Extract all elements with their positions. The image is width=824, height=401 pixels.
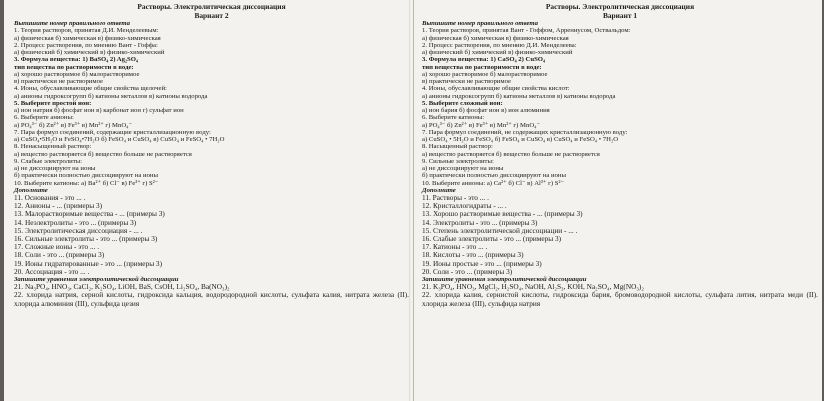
- question-line: 7. Пара формул соединений, не содержащих кристаллизационную воду:: [422, 128, 628, 136]
- question-line: 11. Основания - это ... .: [14, 193, 86, 202]
- question-line: а) физический б) химический в) физико-химический: [14, 49, 165, 56]
- question-line: а) анионы гидроксогрупп б) катионы металлов в) катионы водорода: [14, 92, 208, 100]
- question-line: 8. Насыщенный раствор:: [422, 143, 493, 151]
- question-line: 19. Ионы гидратированные - это ... (примеры 3): [14, 258, 163, 268]
- variant-2-title: Растворы. Электролитическая диссоциация: [137, 2, 286, 11]
- question-line: 5. Выберите сложный ион:: [422, 99, 503, 107]
- question-line: 9. Сильные электролиты:: [422, 157, 494, 165]
- question-line: а) вещество растворяется б) вещество больше не растворяется: [422, 150, 600, 158]
- question-line: 18. Кислоты - это ... (примеры 3): [422, 250, 524, 260]
- question-line: 20. Ассоциация - это ... .: [14, 266, 90, 276]
- question-line: 5. Выберите простой ион:: [14, 99, 92, 107]
- question-line: а) вещество растворяется б) вещество больше не растворяется: [14, 150, 192, 158]
- question-line: 2. Процесс растворения, по мнению Вант - Гоффа:: [14, 41, 158, 49]
- question-line: 17. Катионы - это ... .: [422, 242, 488, 252]
- question-line: в) практически не растворимое: [14, 78, 104, 85]
- question-line: 4. Ионы, обуславливающие общие свойства кислот:: [422, 85, 570, 93]
- question-line: 1. Теория растворов, принятая Вант - Гоффом, Аррениусом, Оствальдом:: [422, 27, 631, 35]
- question-line: а) PO₄³⁻ б) Zn²⁺ в) Fe³⁺ в) Mn²⁺ г) MnO₄⁻: [422, 121, 541, 129]
- variant-2-column: [4, 0, 413, 401]
- question-line: а) физический б) химический в) физико-химический: [422, 49, 573, 56]
- question-line: 6. Выберите анионы:: [14, 114, 74, 122]
- question-line: тип вещества по растворимости в воде:: [422, 63, 542, 71]
- paper-fold-line: [409, 0, 411, 401]
- question-line: а) CuSO₄ • 5H₂O и FeSO₄ б) FeSO₄ и CuSO₄ в) CuSO₄ и FeSO₄ • 7H₂O: [422, 136, 619, 143]
- question-line: 15. Степень электролитической диссоциации - ... .: [422, 225, 578, 235]
- question-line: Дополните: [14, 186, 48, 194]
- question-line: а) физическая б) химическая в) физико-химическая: [14, 34, 161, 42]
- question-line: а) хорошо растворимое б) малорастворимое: [14, 70, 140, 78]
- question-line: 14. Неэлектролиты - это ... (примеры 3): [14, 217, 137, 227]
- question-line: а) ион натрия б) фосфат ион в) карбонат ион г) сульфат ион: [14, 107, 184, 114]
- question-line: 14. Электролиты - это ... (примеры 3): [422, 217, 538, 227]
- question-line: 4. Ионы, обуславливающие общие свойства щелочей:: [14, 85, 167, 93]
- question-line: 10. Выберите анионы: а) Ca²⁺ б) Cl⁻ в) Al³⁺ г) S²⁻: [422, 179, 564, 187]
- question-line: Выпишите номер правильного ответа: [422, 20, 538, 27]
- question-line: а) физическая б) химическая в) физико-химическая: [422, 34, 569, 42]
- question-line: б) практически полностью диссоциируют на ионы: [14, 172, 159, 180]
- question-line: а) ион бария б) фосфат ион в) ион алюминия: [422, 107, 550, 114]
- variant-2-task-22: 22. хлорида натрия, серной кислоты, гидроксида кальция, водородородной кислоты, сульфата калия, нитрата железа (II). хлорида алюминия (III), сульфида цезия: [14, 290, 409, 308]
- question-line: 9. Слабые электролиты:: [14, 157, 82, 165]
- variant-1-label: Вариант 1: [602, 11, 638, 20]
- question-line: 15. Электролитическая диссоциация - ... .: [14, 225, 143, 235]
- question-line: 16. Слабые электролиты - это ... (примеры 3): [422, 234, 562, 244]
- question-line: 12. Анионы - ... (примеры 3): [14, 201, 103, 211]
- question-line: б) практически полностью диссоциируют на ионы: [422, 172, 567, 180]
- question-line: 1. Теория растворов, принятая Д.И. Менделеевым:: [14, 27, 159, 35]
- variant-1-column: [413, 0, 822, 401]
- question-line: 2. Процесс растворения, по мнению Д.И. Менделеева:: [422, 41, 577, 49]
- worksheet-sheet: [4, 0, 822, 401]
- question-line: а) не диссоциируют на ионы: [14, 165, 96, 172]
- question-line: Выпишите номер правильного ответа: [14, 20, 130, 27]
- question-line: 6. Выберите катионы:: [422, 114, 485, 122]
- question-line: а) хорошо растворимое б) малорастворимое: [422, 70, 548, 78]
- question-line: 10. Выберите катионы: а) Ba²⁺ б) Cl⁻ в) Fe³⁺ г) S²⁻: [14, 179, 159, 187]
- question-line: 19. Ионы простые - это ... (примеры 3): [422, 258, 542, 268]
- question-line: 3. Формула вещества: 1) BaSO₄ 2) Ag₂SO₄: [14, 56, 138, 64]
- question-line: 21. Na₃PO₄, HNO₃, CaCl₂, K₂SO₄, LiOH, BaS, CsOH, Li₂SO₄, Ba(NO₃)₂: [14, 282, 230, 292]
- question-line: 11. Растворы - это ... .: [422, 193, 489, 202]
- variant-2-questions: [14, 20, 409, 291]
- question-line: а) CuSO₄•5H₂O и FeSO₄•7H₂O б) FeSO₄ и CuSO₄ в) CuSO₄ и FeSO₄ • 7H₂O: [14, 136, 225, 143]
- variant-1-questions: [422, 20, 818, 291]
- question-line: 20. Соли - это ... (примеры 3): [422, 266, 513, 276]
- question-line: 17. Сложные ионы - это ... .: [14, 242, 100, 252]
- question-line: Дополните: [422, 186, 456, 194]
- question-line: 18. Соли - это ... (примеры 3): [14, 250, 105, 260]
- question-line: 3. Формула вещества: 1) CaSO₄ 2) CuSO₄: [422, 56, 546, 64]
- question-line: а) анионы гидроксогрупп б) катионы металлов в) катионы водорода: [422, 92, 616, 100]
- question-line: 8. Ненасыщенный раствор:: [14, 143, 92, 151]
- variant-1-title: Растворы. Электролитическая диссоциация: [545, 2, 695, 11]
- question-line: тип вещества по растворимости в воде:: [14, 63, 134, 71]
- question-line: 7. Пара формул соединений, содержащие кристаллизационную воду:: [14, 128, 211, 136]
- question-line: 13. Малорастворимые вещества - ... (примеры 3): [14, 209, 165, 219]
- question-line: а) не диссоциируют на ионы: [422, 165, 504, 172]
- variant-1-task-22: 22. хлорида калия, сернистой кислоты, гидроксида бария, бромоводородной кислоты, сульфата лития, нитрата меди (II). хлорида железа (III), сульфида натрия: [422, 290, 818, 308]
- question-line: 16. Сильные электролиты - это ... (примеры 3): [14, 234, 158, 244]
- question-line: Запишите уравнения электролитической диссоциации: [14, 276, 179, 284]
- variant-2-label: Вариант 2: [194, 11, 229, 20]
- question-line: 21. K₃PO₄, HNO₃, MgCl₂, H₂SO₄, NaOH, Al₂S₃, KOH, Na₂SO₄, Mg(NO₃)₂: [422, 282, 644, 292]
- question-line: 12. Кристаллогидраты - ... .: [422, 201, 507, 211]
- question-line: Запишите уравнения электролитической диссоциации: [422, 276, 587, 284]
- question-line: 13. Хорошо растворимые вещества - ... (примеры 3): [422, 209, 583, 219]
- question-line: а) PO₄³⁻ б) Zn²⁺ в) Fe³⁺ в) Mn²⁺ г) MnO₄⁻: [14, 121, 133, 129]
- question-line: в) практически не растворимое: [422, 78, 512, 85]
